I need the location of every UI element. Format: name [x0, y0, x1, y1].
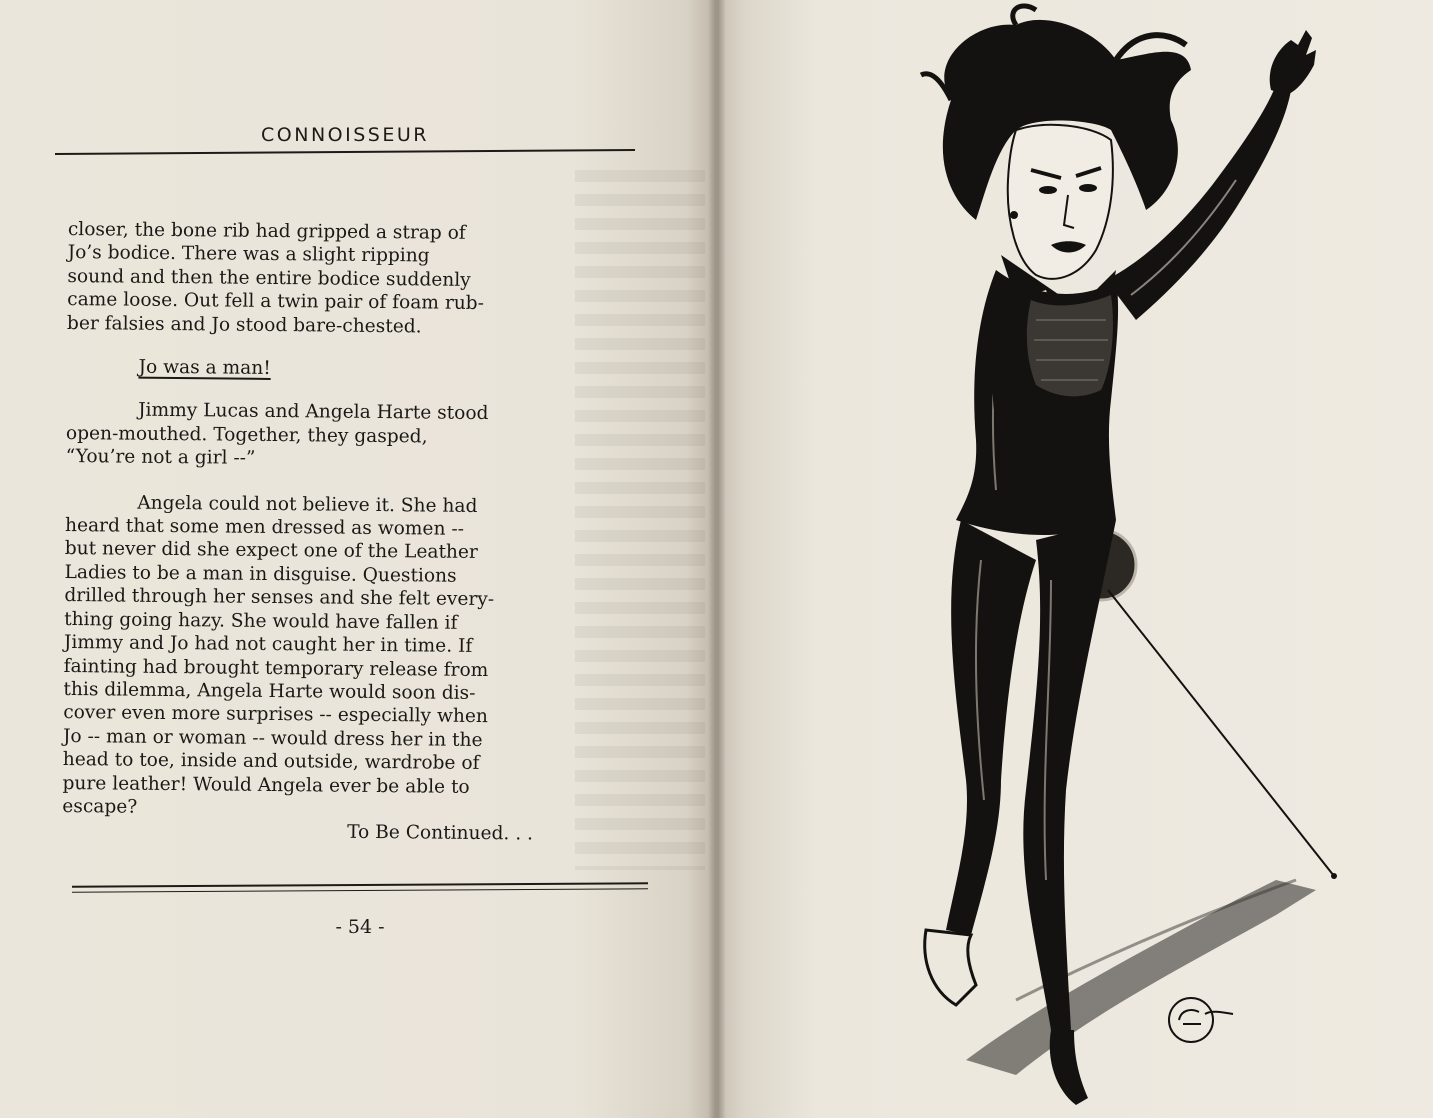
text-line: thing going hazy. She would have fallen if: [64, 608, 458, 634]
text-line: open-mouthed. Together, they gasped,: [65, 422, 428, 448]
foil-blade: [1108, 590, 1334, 876]
text-line: drilled through her senses and she felt every-: [64, 585, 495, 611]
text-line: sound and then the entire bodice suddenly: [67, 265, 471, 291]
figure-illustration: [716, 0, 1433, 1118]
hand: [1270, 30, 1316, 95]
text-line: ber falsies and Jo stood bare-chested.: [66, 312, 422, 338]
text-line: escape?: [62, 795, 138, 818]
text-line: Angela could not believe it. She had: [137, 492, 478, 517]
text-line: fainting had brought temporary release from: [63, 655, 489, 681]
footer-rule: [72, 882, 648, 888]
foil-tip: [1331, 873, 1337, 879]
text-line: head to toe, inside and outside, wardrobe of: [62, 749, 480, 775]
emphasis-line: Jo was a man!: [138, 356, 271, 379]
text-line: came loose. Out fell a twin pair of foam rub-: [67, 289, 485, 315]
footer-rule-thin: [72, 888, 648, 893]
left-page: [0, 0, 716, 1118]
text-line: pure leather! Would Angela ever be able to: [62, 772, 470, 798]
artist-signature: [1169, 998, 1233, 1042]
running-head: CONNOISSEUR: [261, 124, 429, 146]
text-line: heard that some men dressed as women --: [64, 515, 465, 540]
header-rule: [55, 149, 635, 155]
text-line: cover even more surprises -- especially when: [63, 702, 488, 728]
floor-shadow: [966, 880, 1316, 1075]
body-text: [62, 218, 648, 847]
text-line: this dilemma, Angela Harte would soon dis-: [63, 678, 476, 704]
text-line: Jimmy and Jo had not caught her in time. If: [63, 632, 473, 657]
text-line: closer, the bone rib had gripped a strap of: [67, 218, 466, 244]
right-page: [716, 0, 1433, 1118]
text-line: but never did she expect one of the Leather: [64, 538, 478, 564]
left-shoe: [925, 930, 976, 1005]
eye: [1079, 184, 1097, 192]
text-line: Jimmy Lucas and Angela Harte stood: [138, 400, 489, 425]
face: [1008, 125, 1113, 279]
text-line: Jo’s bodice. There was a slight ripping: [67, 242, 430, 267]
continued-note: To Be Continued. . .: [347, 822, 534, 845]
left-leg: [946, 520, 1036, 935]
text-line: Jo -- man or woman -- would dress her in the: [62, 725, 483, 751]
text-line: Ladies to be a man in disguise. Questions: [64, 561, 457, 587]
earring: [1010, 211, 1018, 219]
text-line: “You’re not a girl --”: [65, 446, 256, 470]
right-shoe: [1050, 1030, 1088, 1105]
page-number: - 54 -: [335, 916, 385, 938]
eye: [1039, 186, 1057, 194]
lace-bodice: [1027, 295, 1113, 396]
